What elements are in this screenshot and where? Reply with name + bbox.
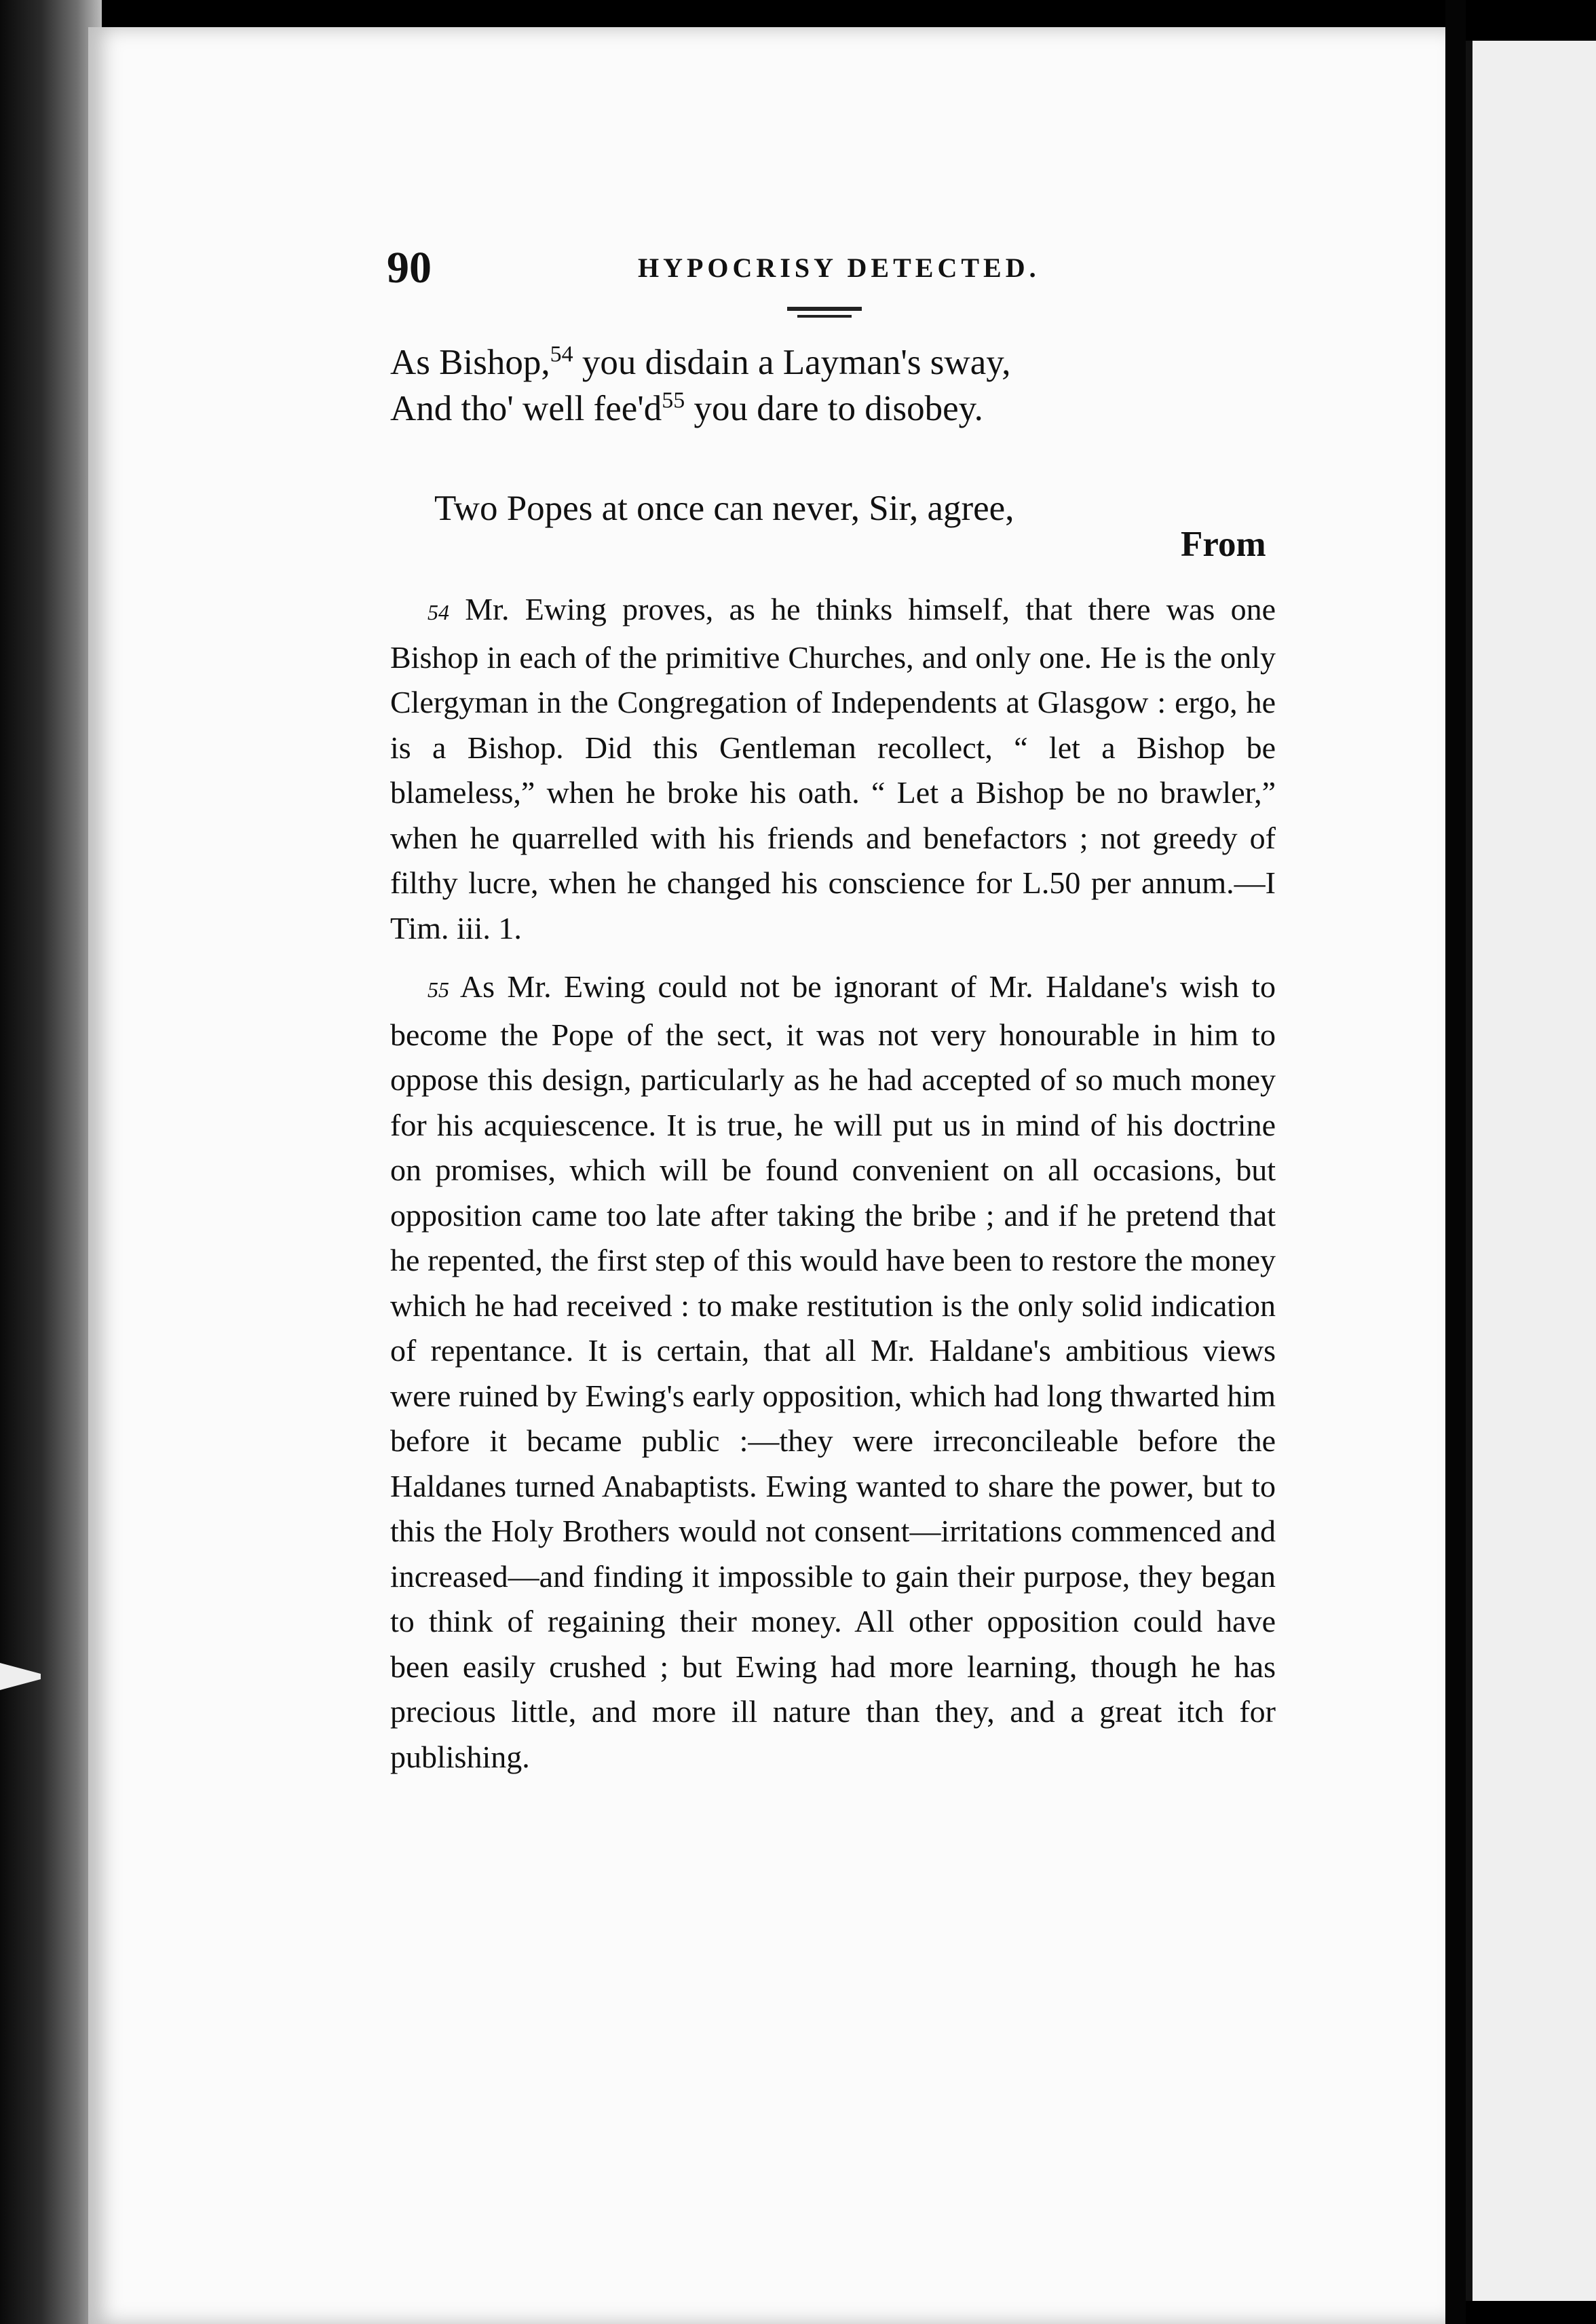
footnote-number: 54 bbox=[428, 600, 449, 624]
verse-line-3: Two Popes at once can never, Sir, agree, bbox=[434, 489, 1014, 528]
verse-line-1 bbox=[390, 339, 1340, 386]
footnote-ref-55: 55 bbox=[662, 388, 685, 413]
footnotes bbox=[390, 587, 1276, 1793]
footnote bbox=[390, 964, 1276, 1780]
verse-line-2-text: And tho' well fee'd bbox=[390, 389, 662, 428]
page-gutter bbox=[1445, 0, 1466, 2324]
header-rule bbox=[787, 307, 862, 311]
verse-line-1-text: As Bishop, bbox=[390, 343, 550, 382]
footnote bbox=[390, 587, 1276, 951]
footnote-ref-54: 54 bbox=[550, 341, 573, 367]
footnote-text: Mr. Ewing proves, as he thinks himself, that there was one Bishop in each of the primitive Churches, and only one. He is the only Clergyman in the Congregation of Independents at Glasgow : ergo, he is a Bishop. Did this Gentleman recollect, “ let a Bishop be blameless,” when he broke his oath. “ Let a Bishop be no brawler,” when he quarrelled with his friends and benefactors ; not greedy of filthy lucre, when he changed his conscience for L.50 per annum.—I Tim. iii. 1. bbox=[390, 592, 1276, 945]
verse-block bbox=[390, 339, 1340, 432]
book-spine-shadow bbox=[0, 0, 102, 2324]
footnote-number: 55 bbox=[428, 977, 449, 1002]
running-head bbox=[299, 238, 1282, 299]
footnote-text: As Mr. Ewing could not be ignorant of Mr. Haldane's wish to become the Pope of the sect, it was not very honourable in him to oppose this design, particularly as he had accepted of so much money for his acquiescence. It is true, he will put us in mind of his doctrine on promises, which will be found convenient on all occasions, but opposition came too late after taking the bribe ; and if he pretend that he repented, the first step of this would have been to restore the money which he had received : to make restitution is the only solid indication of repentance. It is certain, that all Mr. Haldane's ambitious views were ruined by Ewing's early opposition, which had long thwarted him before it became public :—they were irreconcileable before the Haldanes turned Anabaptists. Ewing wanted to share the power, but to this the Holy Brothers would not consent—irritations commenced and increased—and finding it impossible to gain their purpose, they began to think of regaining their money. All other opposition could have been easily crushed ; but Ewing had more learning, though he has precious little, and more ill nature than they, and a great itch for publishing. bbox=[390, 969, 1276, 1774]
catchword: From bbox=[1181, 525, 1266, 564]
page-number: 90 bbox=[387, 243, 432, 293]
running-title: HYPOCRISY DETECTED. bbox=[638, 252, 1040, 283]
header-rule-lower bbox=[797, 315, 852, 318]
verse-line-2 bbox=[390, 386, 1340, 432]
adjacent-page-border bbox=[1466, 41, 1472, 2301]
adjacent-page-edge bbox=[1466, 41, 1596, 2301]
verse-line-2-text-end: you dare to disobey. bbox=[685, 389, 983, 428]
verse-line-1-text-end: you disdain a Layman's sway, bbox=[573, 343, 1011, 382]
